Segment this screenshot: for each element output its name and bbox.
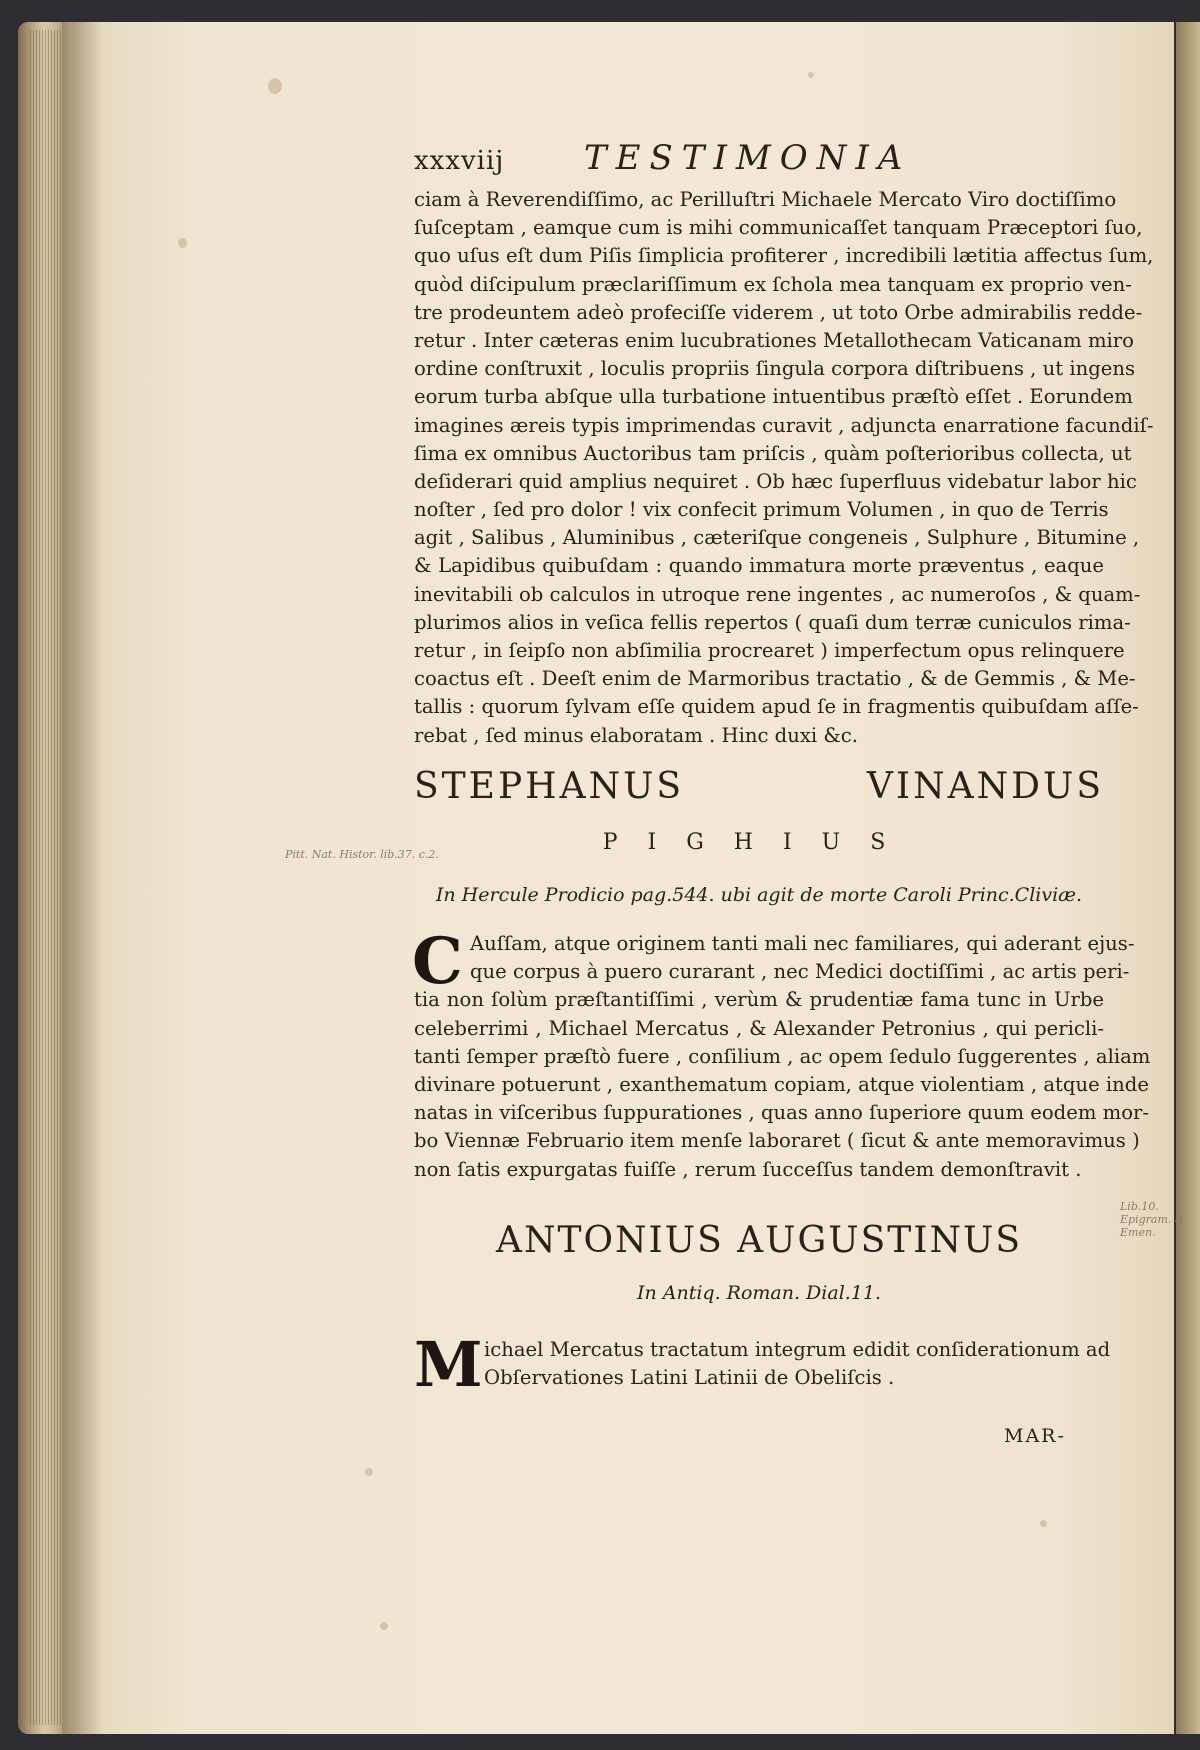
text-line: eorum turba abſque ulla turbatione intuentibus præſtò eſſet . Eorundem: [414, 385, 1133, 409]
testimony-paragraph-1: [414, 186, 1154, 750]
catchword: MAR-: [1004, 1425, 1066, 1447]
foxing-spot: [380, 1622, 388, 1630]
drop-cap-c: C: [412, 924, 463, 999]
foxing-spot: [1040, 1520, 1047, 1527]
facing-page-edge: [1176, 22, 1200, 1734]
text-line: retur , in ſeipſo non abſimilia procrearet ) imperfectum opus relinquere: [414, 639, 1125, 662]
text-line: Auſſam, atque originem tanti mali nec familiares, qui aderant ejus-: [470, 932, 1135, 955]
text-line: inevitabili ob calculos in utroque rene ingentes , ac numeroſos , & quam-: [414, 582, 1141, 606]
text-line: noſter , ſed pro dolor ! vix confecit primum Volumen , in quo de Terris: [414, 498, 1109, 522]
text-line: divinare potuerunt , exanthematum copiam, atque violentiam , atque inde: [414, 1072, 1149, 1096]
author-heading-augustinus: ANTONIUS AUGUSTINUS: [495, 1220, 1023, 1261]
text-line: plurimos alios in veſica fellis repertos ( quaſi dum terræ cuniculos rima-: [414, 610, 1131, 634]
foxing-spot: [268, 78, 282, 94]
source-citation: In Antiq. Roman. Dial.11.: [636, 1282, 882, 1304]
testimony-paragraph-3: [414, 1336, 1111, 1392]
margin-note: Lib.10. Epigram. & Emen.: [1120, 1200, 1185, 1239]
text-line: Obſervationes Latini Latinii de Obeliſcis .: [484, 1366, 895, 1390]
text-line: deſiderari quid amplius nequiret . Ob hæc ſuperfluus videbatur labor hic: [414, 469, 1137, 493]
gutter-shadow: [62, 22, 102, 1734]
foxing-spot: [808, 72, 814, 78]
text-line: & Lapidibus quibuſdam : quando immatura morte præventus , eaque: [414, 554, 1104, 578]
running-header: [414, 138, 1094, 184]
text-line: ichael Mercatus tractatum integrum edidit conſiderationum ad: [484, 1338, 1111, 1361]
page-stack-lines: [30, 30, 64, 1725]
margin-note: Pitt. Nat. Histor. lib.37. c.2.: [285, 848, 439, 861]
page-number: xxxviij: [414, 146, 505, 176]
text-line: tanti ſemper præſtò fuere , conſilium , ac opem ſedulo ſuggerentes , aliam: [414, 1044, 1151, 1068]
foxing-spot: [178, 238, 187, 248]
running-title: TESTIMONIA: [584, 138, 912, 178]
text-line: ordine conſtruxit , loculis propriis ſingula corpora diſtribuens , ut ingens: [414, 357, 1136, 381]
text-line: non ſatis expurgatas fuiſſe , rerum ſucceſſus tandem demonſtravit .: [414, 1157, 1082, 1181]
testimony-paragraph-2: [412, 924, 1151, 1184]
text-line: ſima ex omnibus Auctoribus tam priſcis , quàm poſterioribus collecta, ut: [414, 441, 1132, 465]
source-citation: In Hercule Prodicio pag.544. ubi agit de morte Caroli Princ.Cliviæ.: [435, 884, 1083, 906]
text-line: agit , Salibus , Aluminibus , cæteriſque congeneis , Sulphure , Bitumine ,: [414, 526, 1140, 550]
text-line: celeberrimi , Michael Mercatus , & Alexander Petronius , qui pericli-: [414, 1016, 1104, 1040]
text-line: quòd diſcipulum præclariſſimum ex ſchola mea tanquam ex proprio ven-: [414, 272, 1132, 296]
text-line: que corpus à puero curarant , nec Medici doctiſſimi , ac artis peri-: [470, 960, 1130, 984]
foxing-spot: [365, 1468, 373, 1476]
text-line: ſuſceptam , eamque cum is mihi communicaſſet tanquam Præceptori ſuo,: [414, 216, 1143, 240]
text-line: natas in viſceribus ſuppurationes , quas anno ſuperiore quum eodem mor-: [414, 1101, 1149, 1125]
author-heading-pighius: STEPHANUS VINANDUS: [414, 766, 1104, 807]
text-line: tia non ſolùm præſtantiſſimi , verùm & prudentiæ fama tunc in Urbe: [414, 988, 1104, 1012]
text-line: coactus eſt . Deeſt enim de Marmoribus tractatio , & de Gemmis , & Me-: [414, 667, 1136, 691]
text-line: retur . Inter cæteras enim lucubrationes Metallothecam Vaticanam miro: [414, 328, 1134, 352]
text-line: imagines æreis typis imprimendas curavit , adjuncta enarratione facundiſ-: [414, 413, 1154, 437]
text-line: bo Viennæ Februario item menſe laboraret ( ſicut & ante memoravimus ): [414, 1129, 1140, 1153]
text-line: quo uſus eſt dum Piſis ſimplicia profiterer , incredibili lætitia affectus ſum,: [414, 244, 1154, 268]
author-cognomen: PIGHIUS: [602, 830, 916, 855]
text-line: ciam à Reverendiſſimo, ac Perilluſtri Michaele Mercato Viro doctiſſimo: [414, 188, 1117, 211]
drop-cap-m: M: [414, 1328, 483, 1401]
text-line: rebat , ſed minus elaboratam . Hinc duxi &c.: [414, 723, 859, 747]
text-line: tre prodeuntem adeò profeciſſe viderem , ut toto Orbe admirabilis redde-: [414, 300, 1143, 324]
text-line: tallis : quorum ſylvam eſſe quidem apud ſe in fragmentis quibuſdam aſſe-: [414, 695, 1139, 719]
